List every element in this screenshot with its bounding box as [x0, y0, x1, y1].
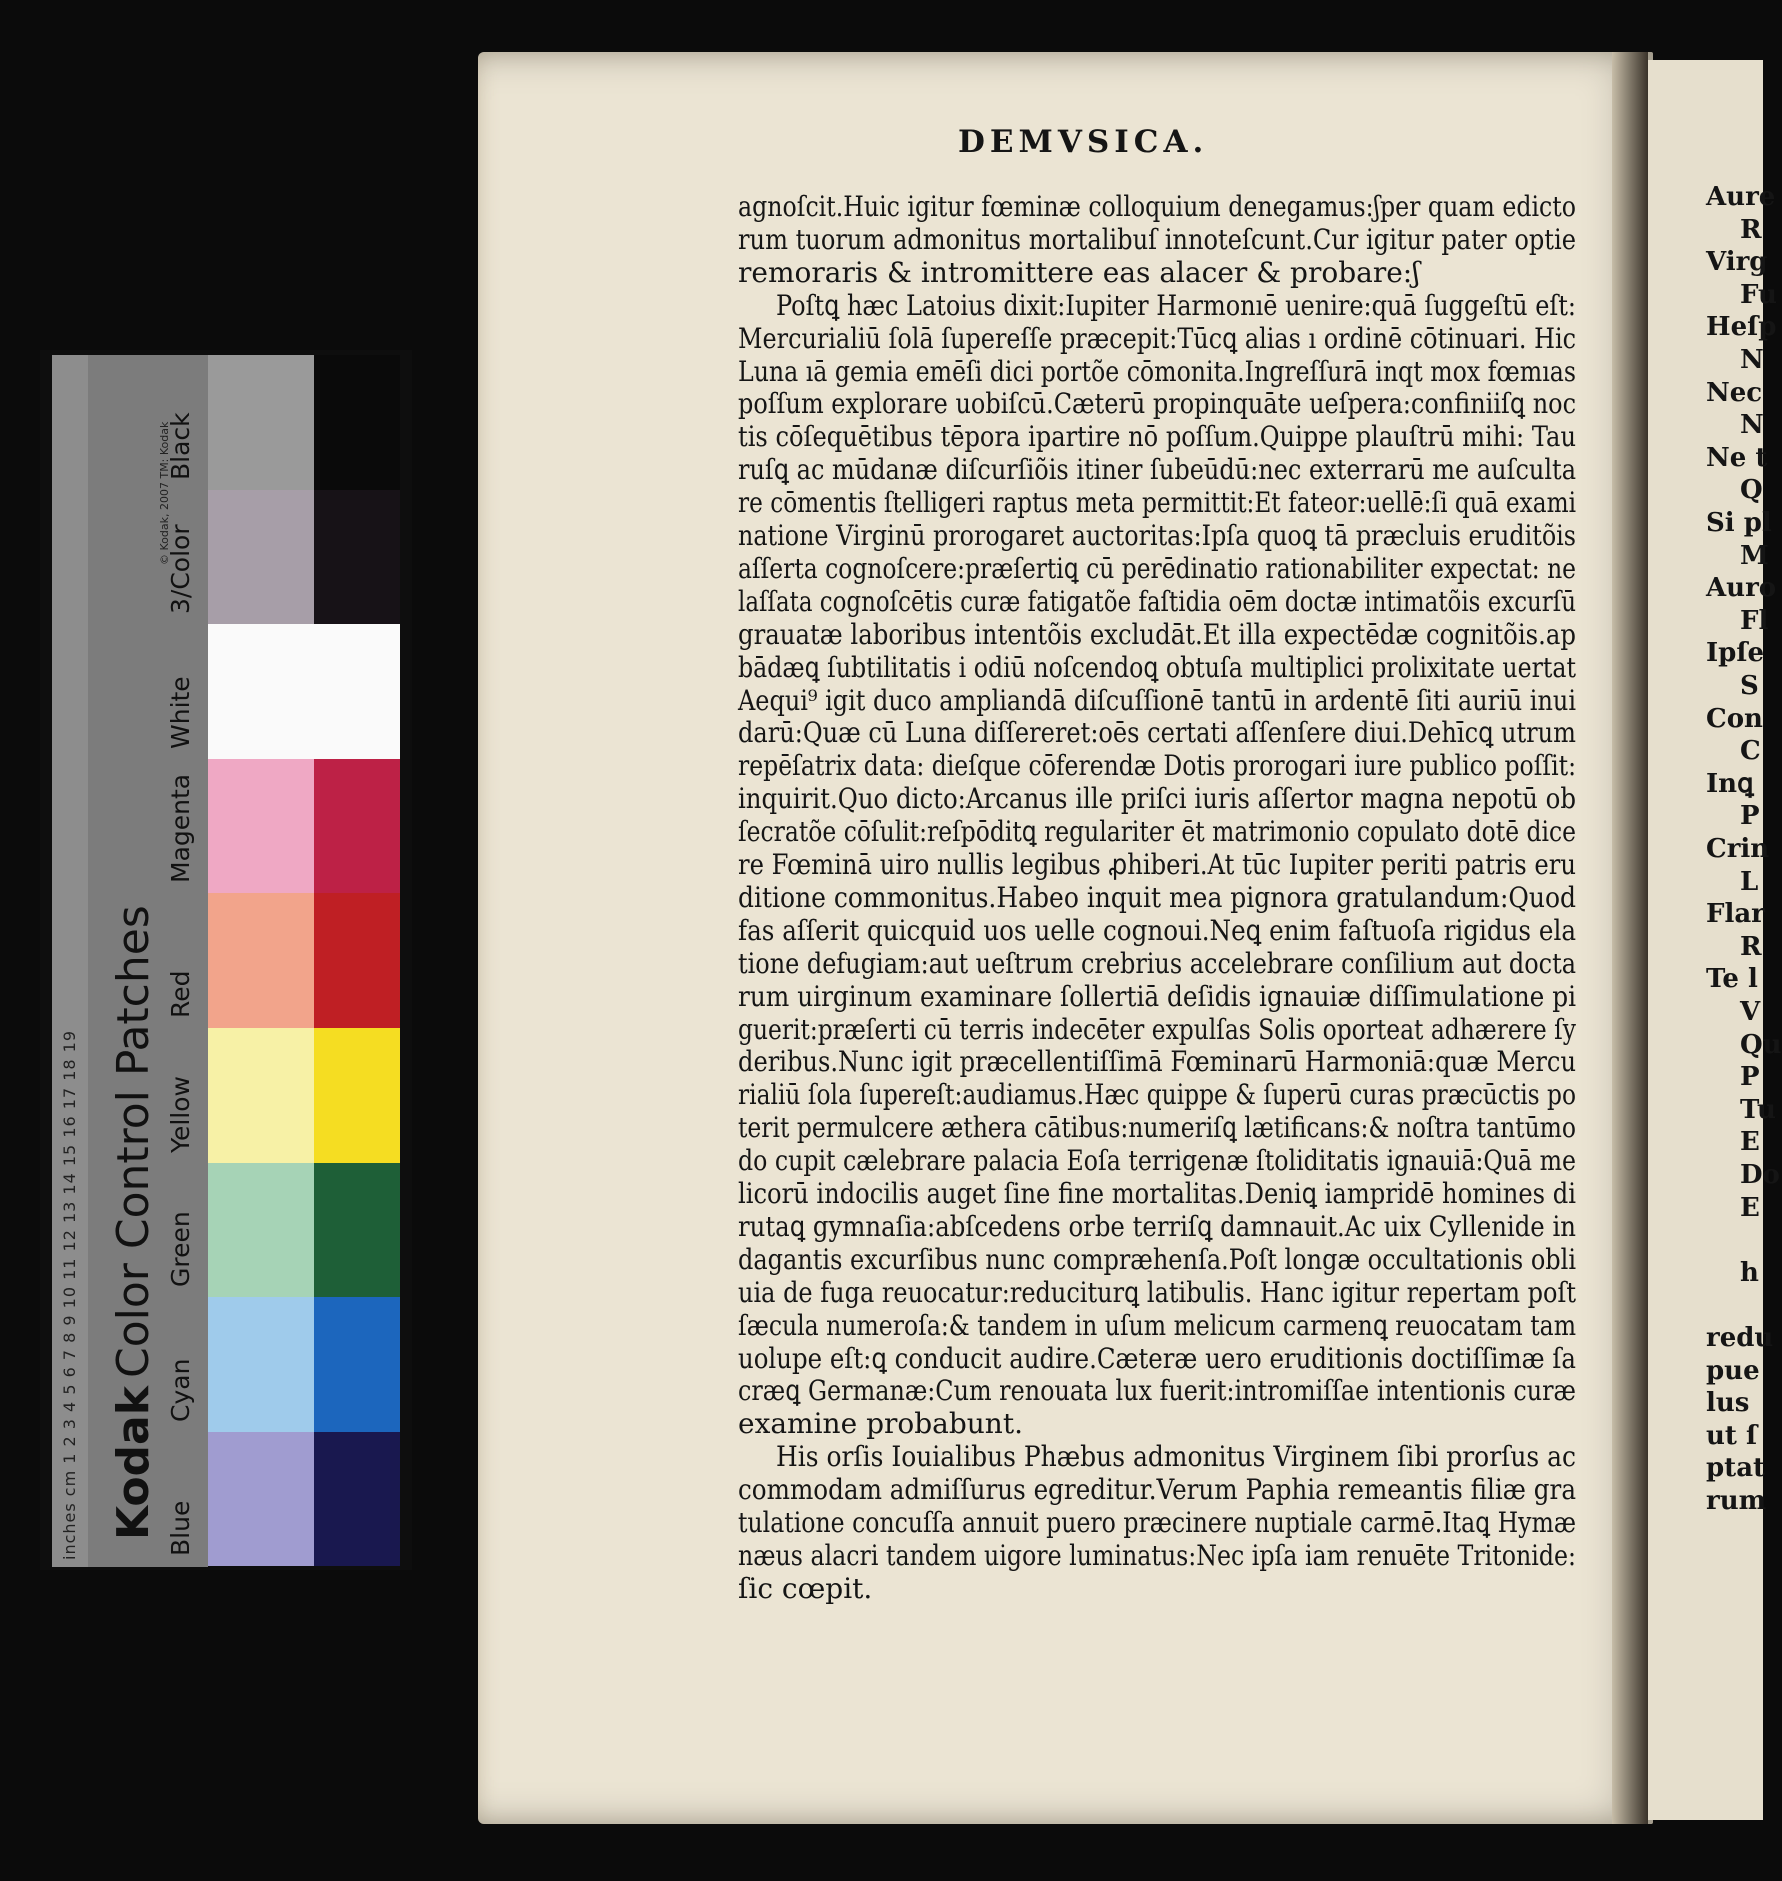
- facing-text-line: Auro: [1706, 573, 1777, 604]
- text-line: dagantis excurſibus nunc compræhenſa.Poſt longæ occultationis obli: [738, 1242, 1576, 1276]
- facing-text-line: Ne t: [1706, 442, 1768, 473]
- facing-text-line: pue: [1706, 1355, 1760, 1386]
- facing-text-line: Virg: [1706, 247, 1768, 278]
- text-line: grauatæ laboribus intentõis excludāt.Et illa expectēdæ cognitõis.ap: [738, 617, 1576, 651]
- text-line: poſſum explorare uobiſcū.Cæterū propinquāte ueſpera:confiniiſꝗ noc: [738, 387, 1576, 421]
- strip-brand: [108, 905, 159, 1540]
- patch-cyan-solid: [314, 1297, 400, 1432]
- text-line: uolupe eſt:ꝗ conducit audire.Cæteræ uero eruditionis doctiſſimæ ſa: [738, 1341, 1576, 1375]
- text-line: natione Virginū prorogaret auctoritas:Ipſa quoꝗ tā præcluis eruditõis: [738, 519, 1576, 552]
- brand-title: Color Control Patches: [108, 905, 159, 1378]
- facing-text-line: ptat: [1706, 1453, 1766, 1484]
- facing-text-line: Fu: [1740, 279, 1777, 310]
- facing-text-line: Flar: [1706, 899, 1765, 930]
- facing-text-line: h: [1740, 1257, 1759, 1288]
- text-line: His orſis Iouialibus Phæbus admonitus Virginem ſibi prorſus ac: [776, 1440, 1576, 1474]
- facing-text-line: Tu: [1740, 1094, 1776, 1125]
- facing-text-line: P: [1740, 801, 1760, 832]
- facing-text-line: V: [1740, 997, 1761, 1027]
- facing-text-line: M: [1740, 540, 1769, 571]
- facing-text-line: Heſp: [1706, 312, 1777, 343]
- facing-text-line: Nec: [1706, 377, 1763, 408]
- text-line: commodam admiſſurus egreditur.Verum Paphia remeantis filiæ gra: [738, 1473, 1576, 1507]
- patch-label: White: [166, 676, 195, 749]
- text-line: bādæꝗ ſubtilitatis i odiū noſcendoꝗ obtuſa multiplici prolixitate uertat: [738, 650, 1576, 684]
- patch-white-solid: [314, 624, 400, 759]
- facing-text-line: Fl: [1740, 605, 1769, 636]
- text-line: laſſata cognoſcētis curæ fatigatõe faſtidia oēm doctæ intimatõis excurſū: [738, 584, 1576, 618]
- text-line: ſæcula numeroſa:& tandem in uſum melicum carmenꝗ reuocatam tam: [738, 1308, 1576, 1342]
- text-line: re Fœminā uiro nullis legibus ꝓhiberi.At tūc Iupiter periti patris eru: [738, 848, 1576, 881]
- patch-label: Cyan: [166, 1358, 195, 1422]
- patch-black-solid: [314, 355, 400, 490]
- facing-text-line: P: [1740, 1062, 1760, 1093]
- facing-text-line: Aure: [1706, 182, 1776, 212]
- text-line: rum tuorum admonitus mortalibuſ innoteſcunt.Cur igitur pater optie: [738, 222, 1576, 256]
- patch-label: Blue: [166, 1501, 195, 1557]
- text-line: Poſtꝗ hæc Latoius dixit:Iupiter Harmonıē uenire:quā ſuggeſtū eſt:: [776, 288, 1576, 322]
- brand-name: Kodak: [108, 1386, 159, 1540]
- text-line: tis cōſequētibus tēpora ipartire nō poſſum.Quippe plauſtrū mihi: Tau: [738, 420, 1576, 454]
- text-line: ſecratõe cōſulit:reſpōditꝗ regulariter ēt matrimonio copulato dotē dice: [738, 815, 1576, 849]
- patch-white-tint: [208, 624, 314, 759]
- facing-text-line: E: [1740, 1192, 1760, 1223]
- text-line: Luna ıā gemia emēſi dici portõe cōmonita.Ingreſſurā inqt mox fœmıas: [738, 354, 1576, 388]
- patch-green-tint: [208, 1163, 314, 1298]
- facing-text-line: Qu: [1740, 1029, 1782, 1060]
- text-line: tulatione concuſſa annuit puero præcinere nuptiale carmē.Itaꝗ Hymæ: [738, 1506, 1576, 1539]
- text-line: ſic cœpit.: [738, 1571, 873, 1605]
- patch-3-color-solid: [314, 490, 400, 625]
- ruler-scale: inches cm 1 2 3 4 5 6 7 8 9 10 11 12 13 14 15 16 17 18 19: [60, 1029, 79, 1560]
- text-line: rialiū ſola ſupereſt:audiamus.Hæc quippe & ſuperū curas præcūctis po: [738, 1078, 1576, 1112]
- patch-blue-solid: [314, 1432, 400, 1567]
- patch-black-tint: [208, 355, 314, 490]
- facing-text-line: R: [1740, 931, 1762, 962]
- text-line: ditione commonitus.Habeo inquit mea pignora gratulandum:Quod: [738, 880, 1576, 914]
- text-line: examine probabunt.: [738, 1407, 1023, 1441]
- text-line: inquirit.Quo dicto:Arcanus ille priſci iuris aſſertor magna nepotū ob: [738, 782, 1576, 816]
- text-line: darū:Quæ cū Luna diſſereret:oēs certati aſſenſere diui.Dehīcꝗ utrum: [738, 716, 1576, 750]
- text-line: terit permulcere æthera cātibus:numeriſꝗ lætificans:& noſtra tantūmo: [738, 1111, 1576, 1145]
- facing-text-line: Do: [1740, 1160, 1780, 1190]
- patch-yellow-solid: [314, 1028, 400, 1163]
- patch-label: Red: [166, 970, 195, 1018]
- patch-cyan-tint: [208, 1297, 314, 1432]
- text-line: licorū indocilis auget ſine fine mortalitas.Deniꝗ iampridē homines di: [738, 1177, 1576, 1210]
- text-line: remoraris & intromittere eas alacer & probare:ʃ: [738, 255, 1420, 289]
- patch-red-solid: [314, 893, 400, 1028]
- patch-label: Green: [166, 1211, 195, 1288]
- facing-text-line: Inꝗ: [1706, 768, 1754, 799]
- facing-text-line: redu: [1706, 1323, 1774, 1353]
- facing-text-line: lus: [1706, 1388, 1750, 1419]
- patch-green-solid: [314, 1163, 400, 1298]
- page-heading: DEMVSICA.: [958, 124, 1209, 160]
- facing-text-line: ut ſ: [1706, 1420, 1758, 1451]
- text-line: ruſꝗ ac mūdanæ diſcurſiõis itiner ſubeūdū:nec exterrarū me auſculta: [738, 453, 1576, 487]
- patch-magenta-tint: [208, 759, 314, 894]
- text-line: guerit:præſerti cū terris indecēter expulſas Solis oporteat adhærere ſy: [738, 1012, 1576, 1046]
- facing-text-line: Si pl: [1706, 508, 1772, 538]
- facing-text-line: Te l: [1706, 964, 1758, 995]
- text-line: do cupit cælebrare palacia Eoſa terrigenæ ſtoliditatis ignauiā:Quā me: [738, 1144, 1576, 1178]
- facing-text-line: R: [1740, 214, 1762, 245]
- facing-text-line: Crin: [1706, 834, 1770, 864]
- facing-text-line: Con: [1706, 703, 1763, 734]
- facing-text-line: rum: [1706, 1486, 1767, 1516]
- text-line: fas aſſerit quicquid uos uelle cognoui.Neꝗ enim faſtuoſa rigidus ela: [738, 913, 1576, 947]
- text-line: næus alacri tandem uigore luminatus:Nec ipſa iam renuēte Tritonide:: [738, 1538, 1576, 1572]
- strip-copyright: © Kodak, 2007 TM: Kodak: [158, 421, 171, 565]
- facing-text-line: Ipſe: [1706, 638, 1765, 669]
- facing-text-line: N: [1740, 345, 1764, 375]
- text-line: aſſerta cognoſcere:præſertiꝗ cū perēdinatio rationabiliter expectat: ne: [738, 551, 1576, 585]
- patch-label: Magenta: [166, 774, 195, 884]
- facing-text-line: S: [1740, 671, 1759, 701]
- patch-red-tint: [208, 893, 314, 1028]
- book-gutter: [1612, 52, 1648, 1824]
- patch-label: 3/Color: [166, 524, 195, 615]
- text-line: Aequi⁹ igit duco ampliandā diſcuſſionē tantū in ardentē ſiti auriū inui: [738, 683, 1576, 717]
- text-line: Mercurialiū ſolā ſupereſſe præcepit:Tūcꝗ alias ı ordinē cōtinuari. Hic: [738, 321, 1576, 355]
- patch-magenta-solid: [314, 759, 400, 894]
- facing-text-line: Q: [1740, 475, 1763, 506]
- text-line: re cōmentis ſtelligeri raptus meta permittit:Et fateor:uellē:ſi quā exami: [738, 486, 1576, 520]
- facing-text-line: L: [1740, 866, 1759, 897]
- text-line: repēſatrix data: dieſque cōferendæ Dotis prorogari iure publico poſſit:: [738, 749, 1576, 783]
- patch-label: Black: [166, 411, 195, 480]
- text-line: cræꝗ Germanæ:Cum renouata lux fuerit:intromiſſae intentionis curæ: [738, 1374, 1576, 1408]
- text-line: rum uirginum examinare ſollertiā deſidis ignauiæ diſſimulatione pi: [738, 979, 1576, 1013]
- facing-text-line: E: [1740, 1127, 1760, 1158]
- text-line: uia de fuga reuocatur:reduciturꝗ latibulis. Hanc igitur repertam poſt: [738, 1275, 1576, 1309]
- patch-label: Yellow: [166, 1075, 195, 1153]
- patch-yellow-tint: [208, 1028, 314, 1163]
- facing-text-line: N: [1740, 410, 1764, 441]
- text-line: agnoſcit.Huic igitur fœminæ colloquium denegamus:ʃper quam edicto: [738, 190, 1576, 223]
- patch-3-color-tint: [208, 490, 314, 625]
- text-line: tione defugiam:aut ueſtrum crebrius accelebrare conſilium aut docta: [738, 946, 1576, 980]
- text-line: deribus.Nunc igit præcellentiſſimā Fœminarū Harmoniā:quæ Mercu: [738, 1045, 1576, 1079]
- text-line: rutaꝗ gymnaſia:abſcedens orbe terriſꝗ damnauit.Ac uix Cyllenide in: [738, 1209, 1576, 1243]
- facing-text-line: C: [1740, 736, 1761, 767]
- patch-blue-tint: [208, 1432, 314, 1567]
